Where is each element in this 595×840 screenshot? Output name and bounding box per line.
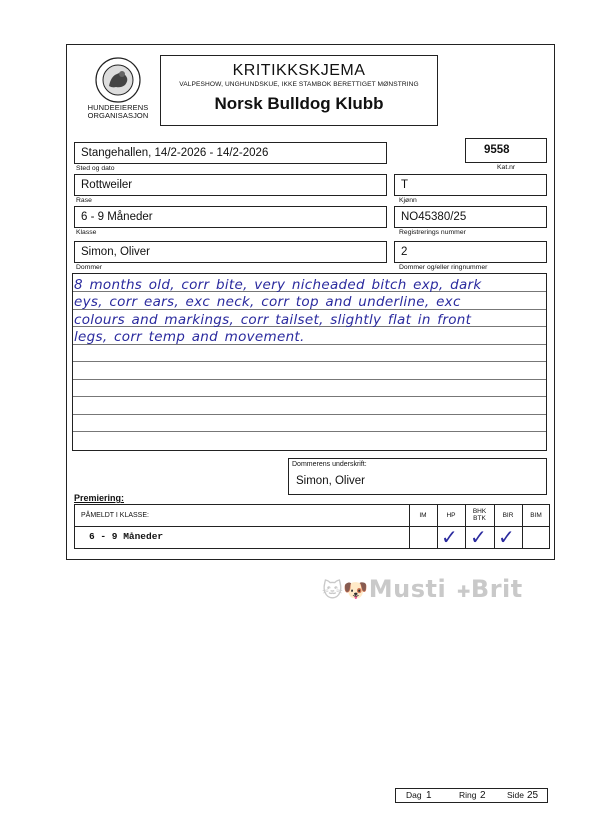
check-mark-bir[interactable]: ✓ <box>498 525 515 549</box>
brit-brand-text: Brit <box>470 575 523 603</box>
class-field[interactable]: 6 - 9 Måneder <box>74 206 387 228</box>
class-label: Klasse <box>76 229 97 236</box>
premiering-table <box>74 504 550 549</box>
musti-logo <box>322 575 446 603</box>
breed-field[interactable]: Rottweiler <box>74 174 387 196</box>
col-bhk-label: BHK <box>472 508 487 515</box>
catalog-number-label: Kat.nr <box>497 164 516 171</box>
footer-dag-value: 1 <box>426 790 432 801</box>
critique-line: colours and markings, corr tailset, slightly flat in front <box>74 311 472 328</box>
logo-text <box>78 104 158 120</box>
ruled-line <box>73 361 546 362</box>
form-subtitle: VALPESHOW, UNGHUNDSKUE, IKKE STAMBOK BERETTIGET MØNSTRING <box>179 81 419 88</box>
critique-line: legs, corr temp and movement. <box>74 328 305 345</box>
premiering-heading: Premiering: <box>74 493 125 503</box>
catalog-number-field[interactable]: 9558 <box>465 138 547 163</box>
venue-date-label: Sted og dato <box>76 165 115 172</box>
footer-ring-value: 2 <box>480 790 486 801</box>
judge-field[interactable]: Simon, Oliver <box>74 241 387 263</box>
footer-side-label: Side <box>507 790 525 800</box>
ruled-line <box>73 379 546 380</box>
footer-ring-label: Ring <box>459 790 477 800</box>
critique-handwriting <box>74 277 544 346</box>
ruled-line <box>73 414 546 415</box>
sex-label: Kjønn <box>399 197 417 204</box>
registration-field[interactable]: NO45380/25 <box>394 206 547 228</box>
club-name: Norsk Bulldog Klubb <box>214 94 384 113</box>
form-title: KRITIKKSKJEMA <box>232 62 366 79</box>
signature-name: Simon, Oliver <box>296 475 366 487</box>
col-hp: HP <box>446 512 456 519</box>
ring-label: Dommer og/eller ringnummer <box>399 264 488 271</box>
col-im: IM <box>419 512 427 519</box>
paw-icon: 🐱🐶 <box>322 578 369 602</box>
col-btk-label: BTK <box>473 515 486 522</box>
judge-label: Dommer <box>76 264 103 271</box>
musti-brand-text: Musti <box>368 575 447 603</box>
footer-side-value: 25 <box>527 790 539 801</box>
check-mark-hp[interactable]: ✓ <box>441 525 458 549</box>
brit-logo <box>457 575 523 603</box>
col-bim: BIM <box>530 512 542 519</box>
footer-dag-label: Dag <box>406 790 422 800</box>
class-header: PÅMELDT I KLASSE: <box>81 512 149 519</box>
critique-line: 8 months old, corr bite, very nicheaded bitch exp, dark <box>74 277 482 293</box>
venue-date-field[interactable]: Stangehallen, 14/2-2026 - 14/2-2026 <box>74 142 387 164</box>
nkk-emblem-icon <box>82 56 154 104</box>
critique-line: eys, corr ears, exc neck, corr top and underline, exc <box>74 294 461 311</box>
logo-text-line1: HUNDEEIERENS <box>87 103 149 112</box>
ruled-line <box>73 431 546 432</box>
ruled-line <box>73 396 546 397</box>
breed-label: Rase <box>76 197 92 204</box>
cross-icon: ✚ <box>457 582 471 601</box>
signature-label: Dommerens underskrift: <box>292 461 367 468</box>
col-bir: BIR <box>502 512 514 519</box>
check-mark-bhk[interactable]: ✓ <box>470 525 487 549</box>
page-footer <box>395 788 548 803</box>
sex-field[interactable]: T <box>394 174 547 196</box>
logo-text-line2: ORGANISASJON <box>87 111 149 120</box>
registration-label: Registrerings nummer <box>399 229 466 236</box>
ring-field[interactable]: 2 <box>394 241 547 263</box>
nkk-logo <box>78 56 158 122</box>
col-bhk-btk <box>465 505 494 526</box>
class-value: 6 - 9 Måneder <box>89 531 164 542</box>
header-box <box>160 55 438 126</box>
